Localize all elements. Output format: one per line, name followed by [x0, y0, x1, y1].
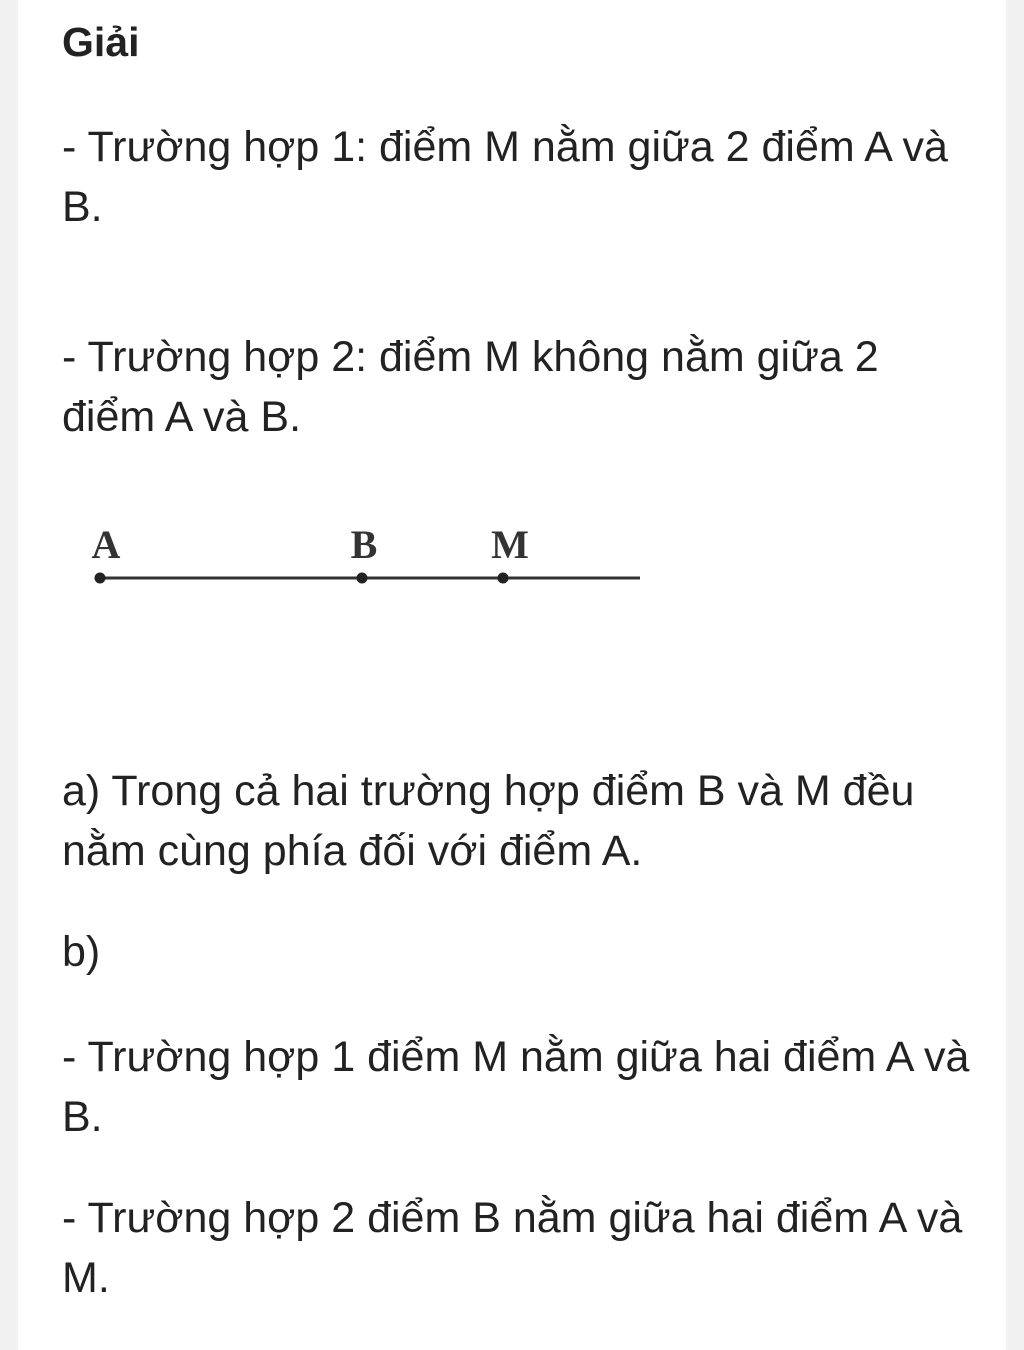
point-a-dot — [95, 573, 106, 584]
solution-page — [18, 0, 1006, 1350]
solution-title: Giải — [62, 19, 140, 65]
point-b-dot — [357, 573, 368, 584]
point-m-label: M — [491, 522, 529, 567]
point-a-label: A — [91, 522, 121, 567]
case-2-text: - Trường hợp 2: điểm M không nằm giữa 2 điểm A và B. — [62, 333, 879, 441]
line-figure — [88, 512, 648, 612]
answer-a-text: a) Trong cả hai trường hợp điểm B và M đều nằm cùng phía đối với điểm A. — [62, 767, 915, 875]
point-m-dot — [498, 573, 509, 584]
answer-b-label: b) — [62, 928, 101, 976]
point-b-label: B — [350, 522, 378, 567]
answer-b-case-1-text: - Trường hợp 1 điểm M nằm giữa hai điểm A và B. — [62, 1033, 970, 1141]
case-1-text: - Trường hợp 1: điểm M nằm giữa 2 điểm A và B. — [62, 123, 948, 231]
line-diagram — [88, 512, 648, 612]
answer-b-case-2-text: - Trường hợp 2 điểm B nằm giữa hai điểm A và M. — [62, 1194, 963, 1302]
